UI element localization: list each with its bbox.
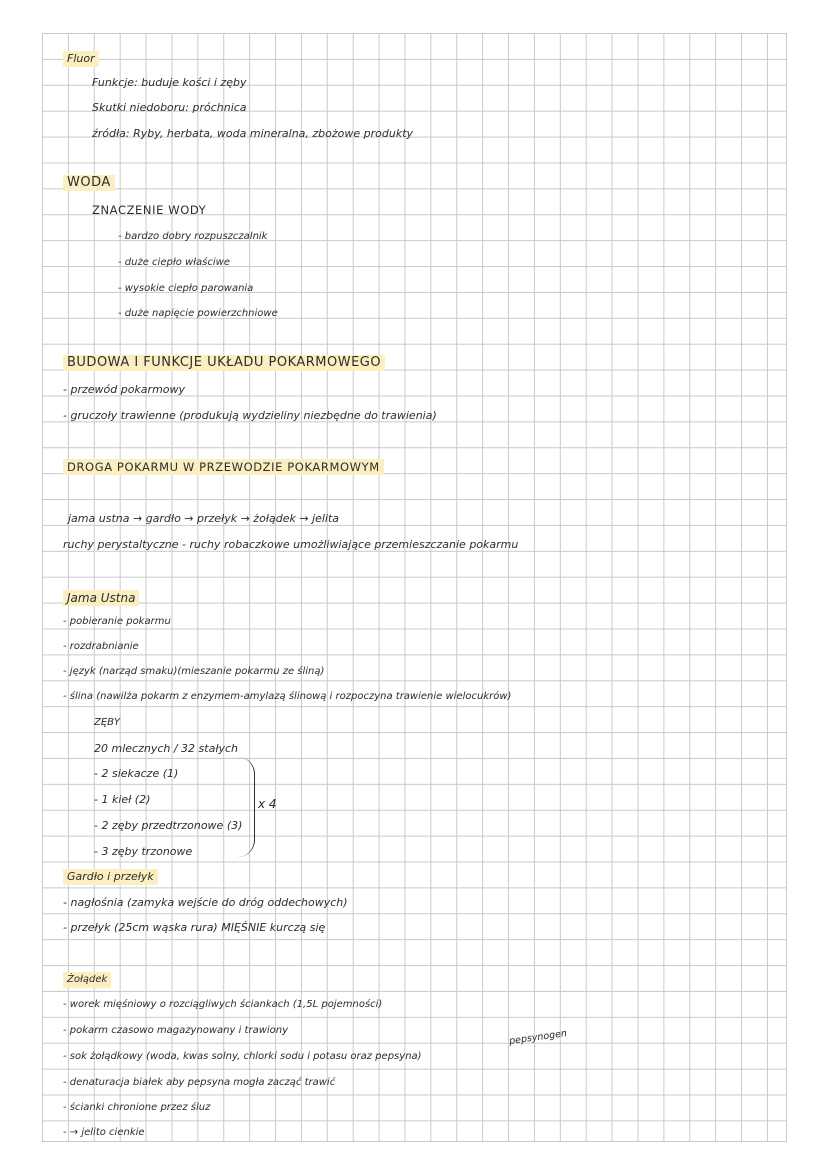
fluor-line: źródła: Ryby, herbata, woda mineralna, zbożowe produkty xyxy=(92,127,414,140)
jama-item: - język (narząd smaku)(mieszanie pokarmu ze śliną) xyxy=(63,666,325,677)
fluor-title: Fluor xyxy=(63,51,99,67)
zoladek-item: - pokarm czasowo magazynowany i trawiony xyxy=(63,1025,289,1036)
zoladek-item: - denaturacja białek aby pepsyna mogła zacząć trawić xyxy=(63,1077,336,1088)
droga-title: DROGA POKARMU W PRZEWODZIE POKARMOWYM xyxy=(63,459,384,475)
jama-item: - pobieranie pokarmu xyxy=(63,616,171,627)
woda-item: - duże ciepło właściwe xyxy=(118,257,230,268)
droga-note: ruchy perystaltyczne - ruchy robaczkowe umożliwiające przemieszczanie pokarmu xyxy=(63,538,519,551)
budowa-title: BUDOWA I FUNKCJE UKŁADU POKARMOWEGO xyxy=(63,355,385,371)
zeby-item: - 2 zęby przedtrzonowe (3) xyxy=(94,819,243,832)
zoladek-title: Żołądek xyxy=(63,972,111,988)
woda-item: - wysokie ciepło parowania xyxy=(118,283,254,294)
zoladek-item: - → jelito cienkie xyxy=(63,1127,145,1138)
jama-title: Jama Ustna xyxy=(63,590,139,606)
zeby-title: ZĘBY xyxy=(94,717,120,728)
droga-path: jama ustna → gardło → przełyk → żołądek → jelita xyxy=(68,512,340,525)
gardlo-item: - przełyk (25cm wąska rura) MIĘŚNIE kurczą się xyxy=(63,921,326,934)
curly-brace xyxy=(238,757,255,857)
woda-subtitle: ZNACZENIE WODY xyxy=(92,203,207,217)
zeby-item: - 3 zęby trzonowe xyxy=(94,845,193,858)
multiplier-label: x 4 xyxy=(258,797,277,811)
woda-item: - duże napięcie powierzchniowe xyxy=(118,308,278,319)
pepsynogen-annotation: pepsynogen xyxy=(508,1028,568,1047)
budowa-item: - gruczoły trawienne (produkują wydzieliny niezbędne do trawienia) xyxy=(63,409,437,422)
zeby-item: - 2 siekacze (1) xyxy=(94,767,179,780)
fluor-line: Skutki niedoboru: próchnica xyxy=(92,101,247,114)
gardlo-item: - nagłośnia (zamyka wejście do dróg oddechowych) xyxy=(63,896,348,909)
woda-item: - bardzo dobry rozpuszczalnik xyxy=(118,231,268,242)
jama-item: - ślina (nawilża pokarm z enzymem-amylazą ślinową i rozpoczyna trawienie wielocukrów) xyxy=(63,691,512,702)
zoladek-item: - sok żołądkowy (woda, kwas solny, chlorki sodu i potasu oraz pepsyna) xyxy=(63,1051,422,1062)
gardlo-title: Gardło i przełyk xyxy=(63,869,158,885)
zoladek-item: - ścianki chronione przez śluz xyxy=(63,1102,211,1113)
zeby-item: - 1 kieł (2) xyxy=(94,793,151,806)
grid-paper xyxy=(42,33,787,1142)
fluor-line: Funkcje: buduje kości i zęby xyxy=(92,76,247,89)
jama-item: - rozdrabnianie xyxy=(63,641,139,652)
budowa-item: - przewód pokarmowy xyxy=(63,383,186,396)
zeby-count: 20 mlecznych / 32 stałych xyxy=(94,742,239,755)
zoladek-item: - worek mięśniowy o rozciągliwych ściankach (1,5L pojemności) xyxy=(63,999,383,1010)
woda-title: WODA xyxy=(63,175,115,191)
